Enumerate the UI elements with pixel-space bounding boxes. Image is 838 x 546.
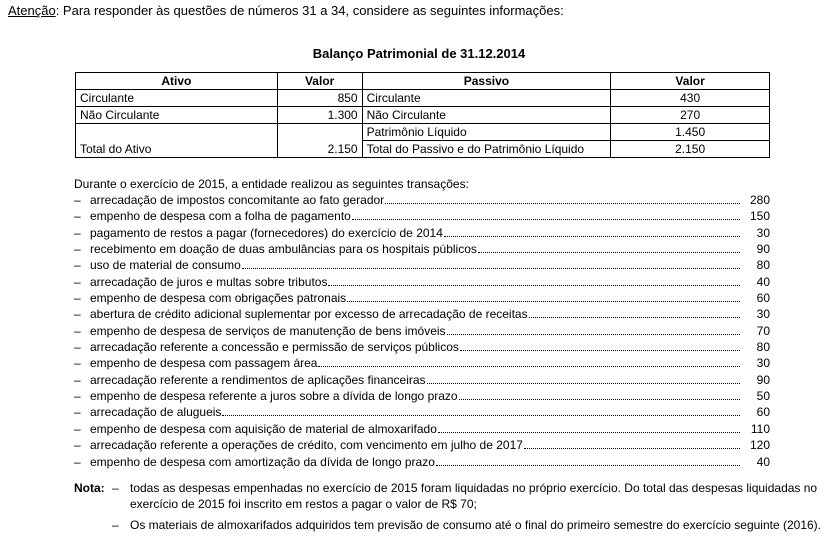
dot-leader	[459, 399, 740, 400]
list-item-description: arrecadação referente a rendimentos de aplicações financeiras	[90, 372, 426, 387]
list-item	[74, 454, 770, 470]
list-item-description: empenho de despesa com a folha de pagamento	[90, 209, 351, 224]
list-item-dash: –	[74, 356, 81, 371]
list-item-dash: –	[74, 291, 81, 306]
ativo-blank-value	[277, 124, 362, 141]
dot-leader	[328, 285, 740, 286]
list-item	[74, 192, 770, 208]
table-row	[76, 141, 770, 158]
dot-leader	[318, 366, 740, 367]
patrimonio-liquido-label: Patrimônio Líquido	[362, 124, 611, 141]
list-item-dash: –	[74, 193, 81, 207]
list-item-description: arrecadação referente a operações de crédito, com vencimento em julho de 2017	[90, 438, 523, 453]
list-item	[74, 241, 770, 257]
list-item-description: arrecadação de juros e multas sobre tributos	[90, 274, 328, 289]
header-passivo: Passivo	[362, 73, 611, 90]
table-header-row	[76, 73, 770, 90]
list-item	[74, 421, 770, 437]
passivo-nao-circulante-value: 270	[611, 107, 770, 124]
nota-dash: –	[112, 481, 119, 495]
ativo-circulante-label: Circulante	[76, 90, 278, 107]
list-item-dash: –	[74, 274, 81, 289]
list-item-description: empenho de despesa de serviços de manutenção de bens imóveis	[90, 323, 446, 338]
dot-leader	[524, 448, 740, 449]
dot-leader	[347, 301, 740, 302]
list-item-value: 60	[742, 290, 770, 306]
list-item-value: 90	[742, 241, 770, 257]
dot-leader	[444, 236, 740, 237]
list-item-description: empenho de despesa com obrigações patronais	[90, 291, 347, 306]
list-item-dash: –	[74, 242, 81, 257]
list-item-value: 70	[742, 323, 770, 339]
list-item-dash: –	[74, 258, 81, 273]
list-item-description: empenho de despesa com aquisição de material de almoxarifado	[90, 421, 437, 436]
ativo-circulante-value: 850	[277, 90, 362, 107]
list-item	[74, 372, 770, 388]
attention-instruction	[8, 3, 564, 18]
header-ativo: Ativo	[76, 73, 278, 90]
list-item	[74, 257, 770, 273]
nota-item-2: Os materiais de almoxarifados adquiridos tem previsão de consumo até o final do primeiro semestre do exercício seguinte (2016).	[130, 518, 822, 532]
list-item	[74, 225, 770, 241]
list-item	[74, 339, 770, 355]
list-item-dash: –	[74, 454, 81, 469]
table-row	[76, 107, 770, 124]
passivo-circulante-label: Circulante	[362, 90, 611, 107]
list-item-description: arrecadação de impostos concomitante ao fato gerador	[90, 193, 385, 207]
list-item-value: 80	[742, 257, 770, 273]
list-item-value: 30	[742, 306, 770, 322]
list-item-value: 40	[742, 454, 770, 470]
list-item-dash: –	[74, 389, 81, 404]
list-item	[74, 306, 770, 322]
patrimonio-liquido-value: 1.450	[611, 124, 770, 141]
dot-leader	[385, 203, 740, 204]
dot-leader	[436, 465, 740, 466]
list-item-value: 80	[742, 339, 770, 355]
dot-leader	[427, 383, 740, 384]
list-item-value: 90	[742, 372, 770, 388]
ativo-nao-circulante-value: 1.300	[277, 107, 362, 124]
list-item-dash: –	[74, 405, 81, 420]
list-item-description: uso de material de consumo	[90, 258, 241, 273]
list-item	[74, 437, 770, 453]
list-item-value: 40	[742, 274, 770, 290]
transactions-list	[74, 192, 770, 470]
list-item-dash: –	[74, 372, 81, 387]
passivo-circulante-value: 430	[611, 90, 770, 107]
list-item-description: empenho de despesa com amortização da dívida de longo prazo	[90, 454, 435, 469]
nota-dash: –	[112, 518, 119, 532]
ativo-blank-cell	[76, 124, 278, 141]
dot-leader	[529, 317, 740, 318]
total-ativo-label: Total do Ativo	[76, 141, 278, 158]
transactions-intro: Durante o exercício de 2015, a entidade realizou as seguintes transações:	[74, 177, 469, 191]
list-item-value: 280	[742, 192, 770, 208]
list-item-dash: –	[74, 340, 81, 355]
dot-leader	[242, 268, 740, 269]
list-item-description: arrecadação de alugueis	[90, 405, 222, 420]
dot-leader	[460, 350, 740, 351]
attention-text: : Para responder às questões de números 31 a 34, considere as seguintes informações:	[55, 3, 564, 18]
list-item-value: 60	[742, 404, 770, 420]
list-item-description: pagamento de restos a pagar (fornecedores) do exercício de 2014	[90, 225, 443, 240]
list-item-dash: –	[74, 209, 81, 224]
ativo-nao-circulante-label: Não Circulante	[76, 107, 278, 124]
list-item	[74, 355, 770, 371]
total-passivo-value: 2.150	[611, 141, 770, 158]
list-item-value: 30	[742, 225, 770, 241]
list-item-description: abertura de crédito adicional suplementar por excesso de arrecadação de receitas	[90, 307, 528, 322]
passivo-nao-circulante-label: Não Circulante	[362, 107, 611, 124]
nota-label: Nota:	[74, 481, 105, 495]
list-item-dash: –	[74, 421, 81, 436]
list-item-dash: –	[74, 438, 81, 453]
header-valor-ativo: Valor	[277, 73, 362, 90]
dot-leader	[352, 219, 740, 220]
list-item	[74, 323, 770, 339]
list-item-description: arrecadação referente a concessão e permissão de serviços públicos	[90, 340, 459, 355]
nota-item-1: todas as despesas empenhadas no exercício de 2015 foram liquidadas no próprio exercício. Do total das despesas liquidadas no exercício de 2015 foi inscrito em restos a pagar o valor de R$ 70;	[130, 481, 818, 511]
list-item-description: recebimento em doação de duas ambulâncias para os hospitais públicos	[90, 242, 477, 257]
list-item	[74, 274, 770, 290]
list-item	[74, 208, 770, 224]
dot-leader	[438, 432, 740, 433]
list-item-description: empenho de despesa referente a juros sobre a dívida de longo prazo	[90, 389, 458, 404]
attention-label: Atenção	[8, 3, 56, 18]
table-row	[76, 124, 770, 141]
balance-title: Balanço Patrimonial de 31.12.2014	[312, 46, 526, 61]
dot-leader	[447, 334, 740, 335]
total-passivo-label: Total do Passivo e do Patrimônio Líquido	[362, 141, 611, 158]
total-ativo-value: 2.150	[277, 141, 362, 158]
list-item-value: 50	[742, 388, 770, 404]
header-valor-passivo: Valor	[611, 73, 770, 90]
list-item	[74, 404, 770, 420]
table-row	[76, 90, 770, 107]
list-item-value: 120	[742, 437, 770, 453]
list-item-description: empenho de despesa com passagem área	[90, 356, 318, 371]
list-item-value: 30	[742, 355, 770, 371]
dot-leader	[478, 252, 740, 253]
list-item	[74, 290, 770, 306]
list-item-value: 150	[742, 208, 770, 224]
dot-leader	[222, 415, 740, 416]
balance-sheet-table	[75, 72, 770, 158]
list-item-dash: –	[74, 323, 81, 338]
list-item-dash: –	[74, 307, 81, 322]
list-item-dash: –	[74, 225, 81, 240]
list-item	[74, 388, 770, 404]
list-item-value: 110	[742, 421, 770, 437]
